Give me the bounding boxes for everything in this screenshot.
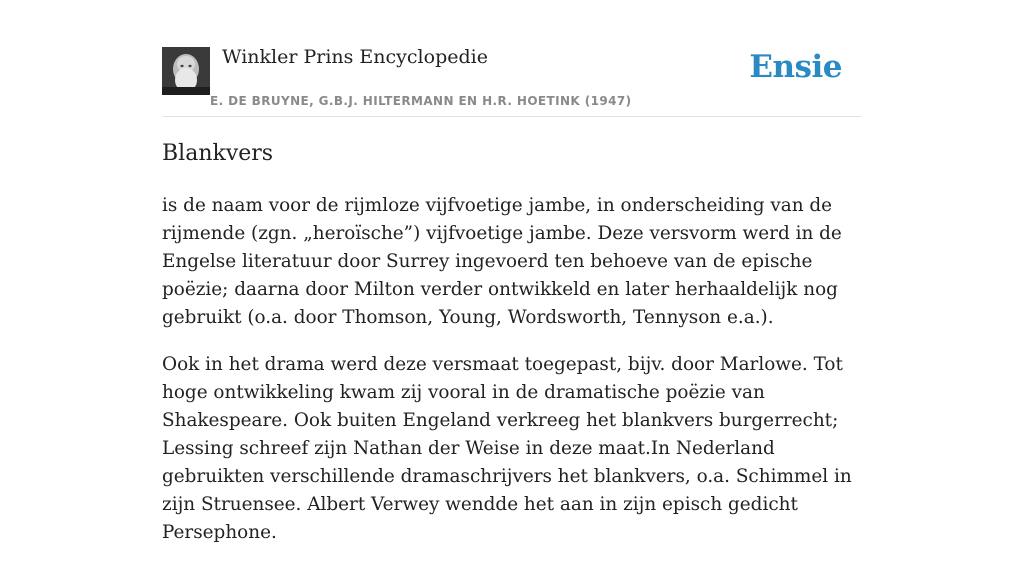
site-logo[interactable]: Ensie [749,49,842,85]
entry-paragraph: is de naam voor de rijmloze vijfvoetige jambe, in onderscheiding van de rijmende (zgn. „heroïsche”) vijfvoetige jambe. Deze versvorm werd in de Engelse literatuur door Surrey ingevoerd ten behoeve van de epische poëzie; daarna door Milton verder ontwikkeld en later herhaaldelijk nog gebruikt (o.a. door Thomson, Young, Wordsworth, Tennyson e.a.). [162,195,842,328]
source-authors: E. DE BRUYNE, G.B.J. HILTERMANN EN H.R. HOETINK (1947) [210,94,632,108]
entry-paragraph: Ook in het drama werd deze versmaat toegepast, bijv. door Marlowe. Tot hoge ontwikkeling kwam zij vooral in de dramatische poëzie van Shakespeare. Ook buiten Engeland verkreeg het blankvers burgerrecht; Lessing schreef zijn Nathan der Weise in deze maat.In Nederland gebruikten verschillende dramaschrijvers het blankvers, o.a. Schimmel in zijn Struensee. Albert Verwey wendde het aan in zijn episch gedicht Persephone. [162,354,852,543]
author-avatar[interactable] [162,47,210,95]
portrait-icon [162,47,210,95]
source-header [162,0,862,117]
source-title[interactable]: Winkler Prins Encyclopedie [222,46,488,68]
entry-body [162,192,862,566]
entry-title: Blankvers [162,141,274,166]
page-container [162,0,862,543]
